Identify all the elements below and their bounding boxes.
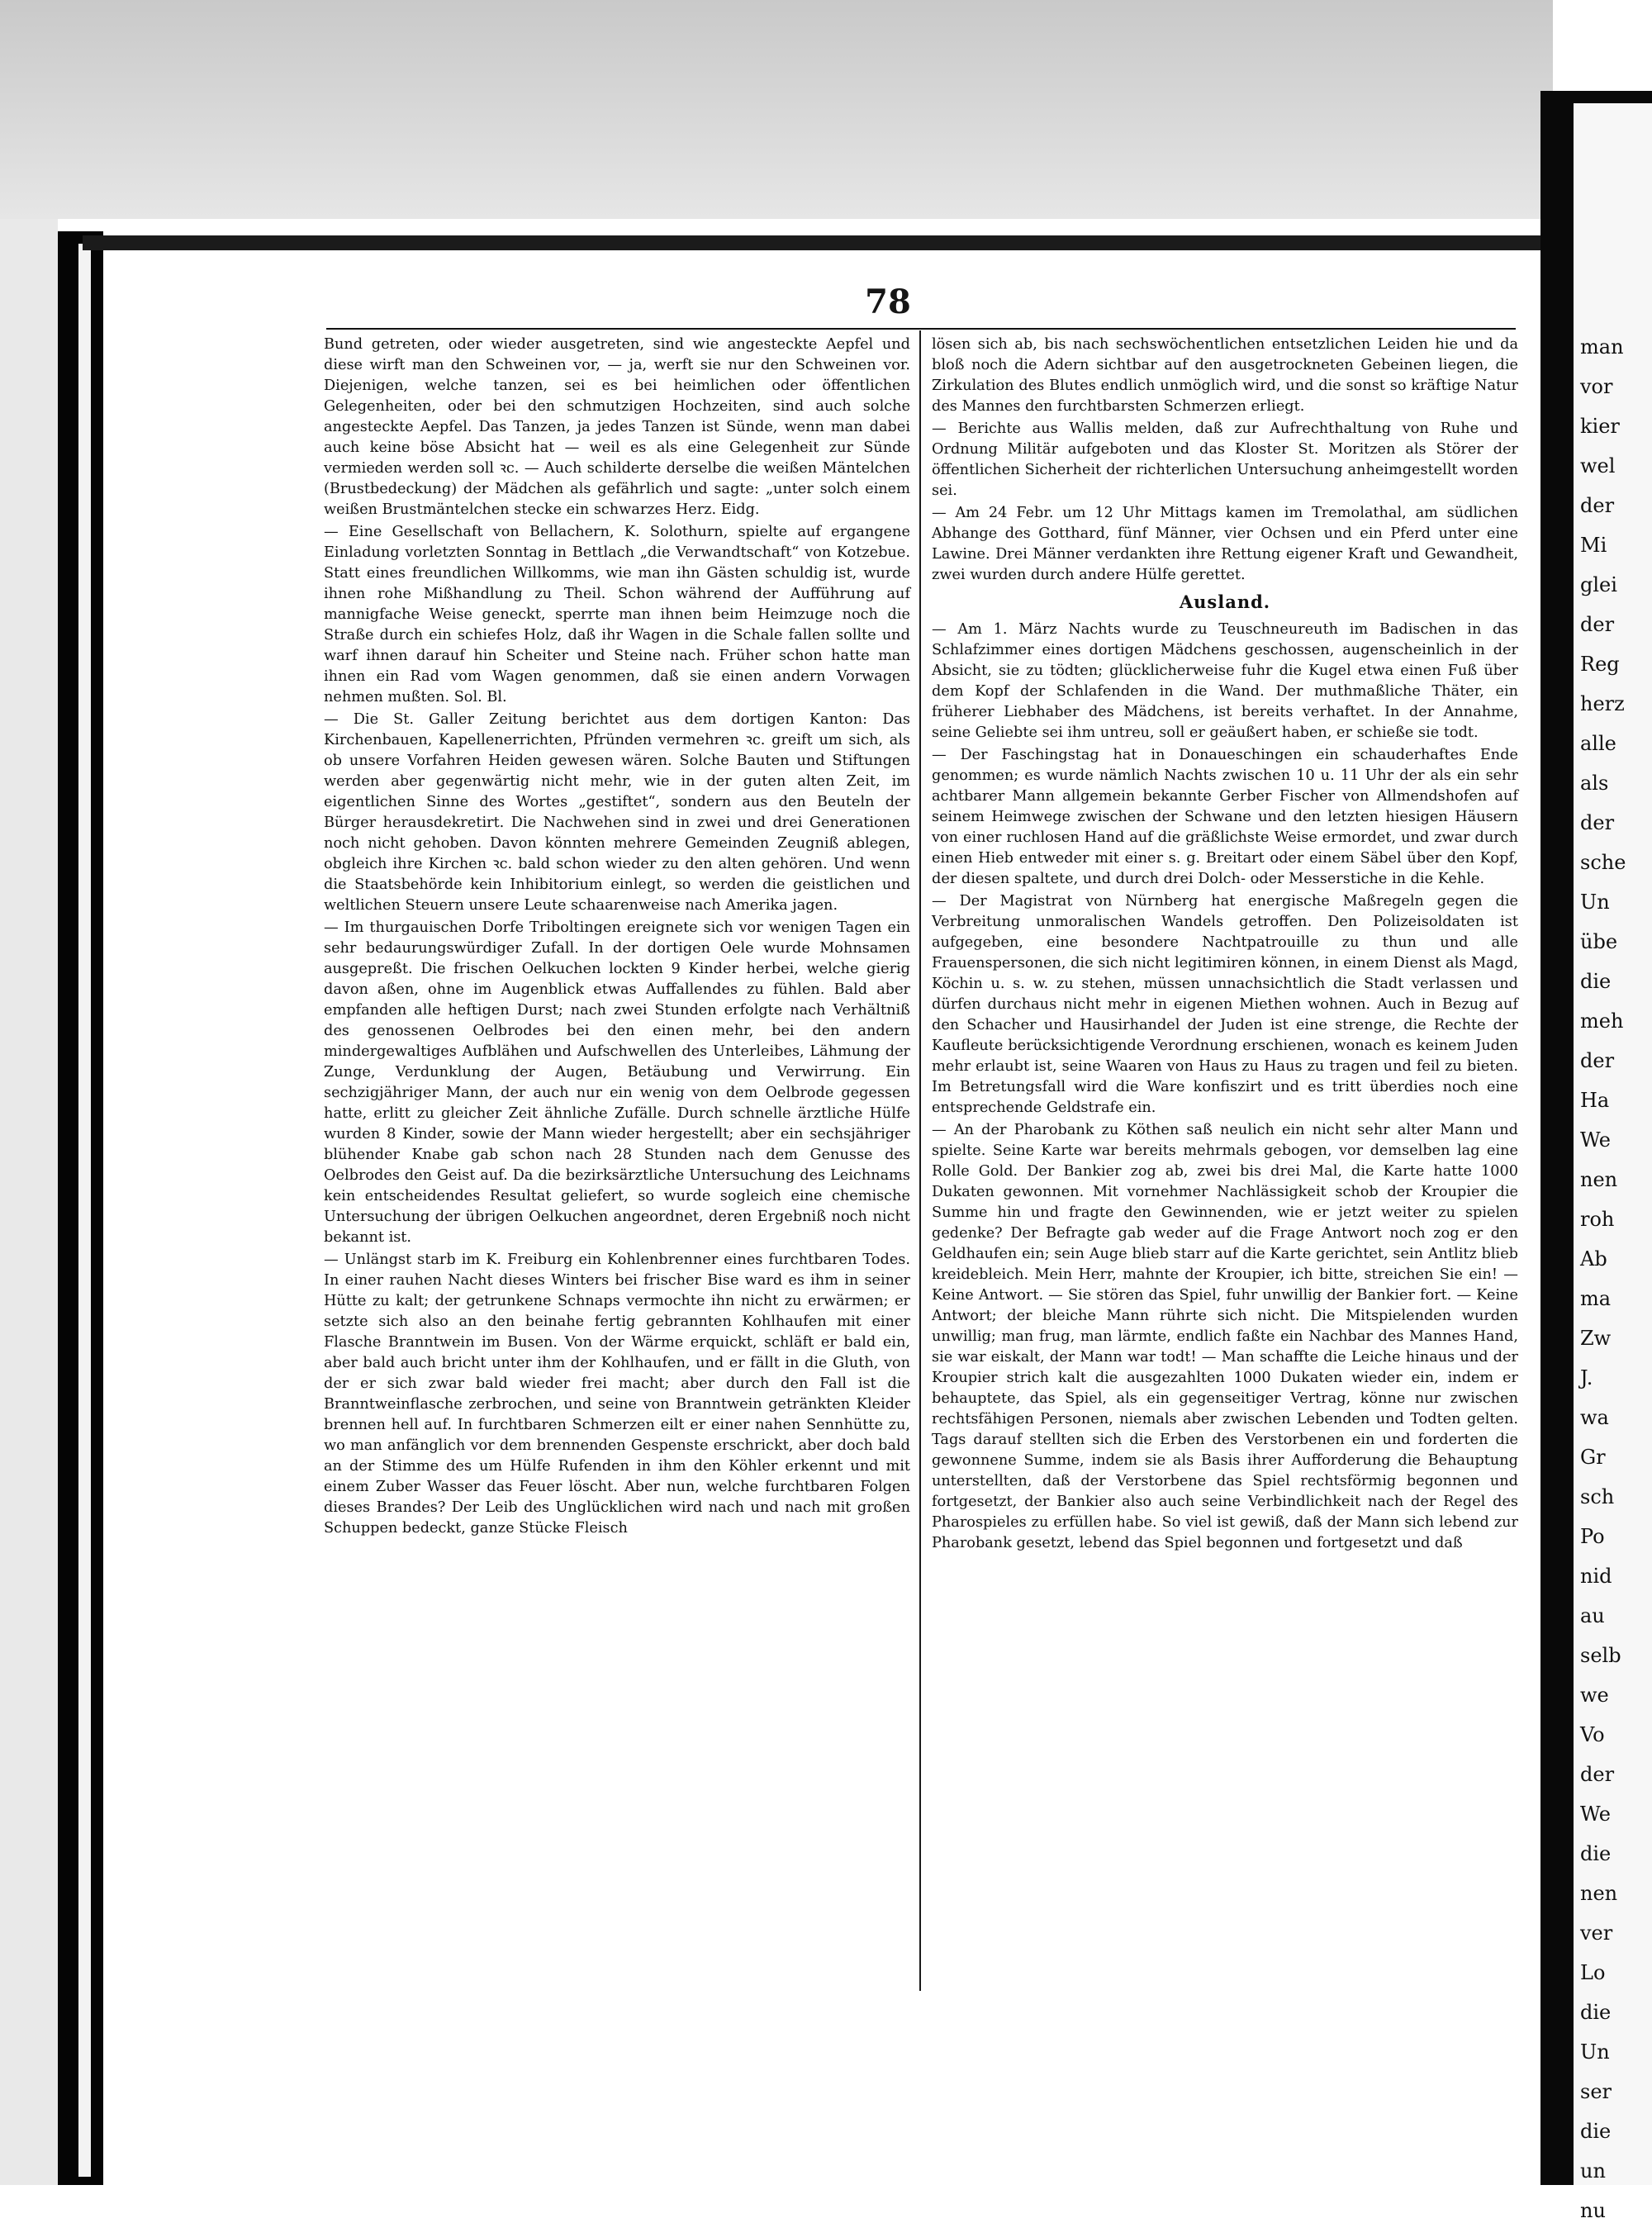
adjacent-page-fragment: wa bbox=[1580, 1406, 1609, 1429]
adjacent-page-fragment: roh bbox=[1580, 1208, 1615, 1231]
article-paragraph: — Am 24 Febr. um 12 Uhr Mittags kamen im Tremolathal, am südlichen Abhange des Gotthard, fünf Männer, vier Ochsen und ein Pferd unter eine Lawine. Drei Männer verdankten ihre Rettung eigener Kraft und Gewandheit, zwei wurden durch andere Hülfe gerettet. bbox=[932, 505, 1518, 583]
article-paragraph: — Die St. Galler Zeitung berichtet aus dem dortigen Kanton: Das Kirchenbauen, Kapellenerrichten, Pfründen vermehren ꝛc. greift um sich, als ob unsere Vorfahren Heiden gewesen wären. Solche Bauten und Stiftungen werden aber gegenwärtig nicht mehr, wie in der guten alten Zeit, im eigentlichen Sinne des Wortes „gestiftet“, sondern aus den Beuteln der Bürger herausdekretirt. Die Nachwehen sind in zwei und drei Generationen noch nicht gehoben. Davon könnten mehrere Gemeinden Zeugniß ablegen, obgleich ihre Kirchen ꝛc. bald schon wieder zu den alten gehören. Und wenn die Staatsbehörde kein Inhibitorium einlegt, so werden die geistlichen und weltlichen Steuern unsere Leute schaarenweise nach Amerika jagen. bbox=[324, 711, 910, 914]
scan-background-left bbox=[0, 219, 58, 2185]
adjacent-page-fragment: we bbox=[1580, 1684, 1609, 1707]
adjacent-page-fragment: der bbox=[1580, 1763, 1615, 1786]
adjacent-page-fragment: die bbox=[1580, 970, 1612, 993]
adjacent-page-fragment: wel bbox=[1580, 454, 1616, 477]
adjacent-page-fragment: Ab bbox=[1580, 1247, 1607, 1271]
adjacent-page-fragment: Un bbox=[1580, 891, 1610, 914]
article-paragraph: — Eine Gesellschaft von Bellachern, K. Solothurn, spielte auf ergangene Einladung vorletzten Sonntag in Bettlach „die Verwandtschaft“ von Kotzebue. Statt eines freundlichen Willkomms, wie man ihn Gästen schuldig ist, wurde ihnen rohe Mißhandlung zu Theil. Schon während der Aufführung auf mannigfache Weise geneckt, sperrte man ihnen beim Heimzuge noch die Straße durch ein schiefes Holz, daß ihr Wagen in die Schale fallen sollte und warf ihnen darauf hin Scheiter und Steine nach. Früher schon hatte man ihnen ein Rad vom Wagen genommen, daß sie einen andern Vorwagen nehmen mußten. Sol. Bl. bbox=[324, 524, 910, 705]
column-divider bbox=[919, 330, 921, 1991]
adjacent-page-fragment: kier bbox=[1580, 415, 1620, 438]
section-heading: Ausland. bbox=[1179, 591, 1271, 612]
adjacent-page-fragment: ser bbox=[1580, 2080, 1612, 2103]
adjacent-page-fragment: meh bbox=[1580, 1009, 1624, 1033]
adjacent-page-fragment: die bbox=[1580, 2120, 1612, 2143]
article-paragraph: — Berichte aus Wallis melden, daß zur Aufrechthaltung von Ruhe und Ordnung Militär aufgeboten und das Kloster St. Moritzen als Störer der öffentlichen Sicherheit der richterlichen Untersuchung anheimgestellt worden sei. bbox=[932, 420, 1518, 499]
adjacent-page-fragment: ma bbox=[1580, 1287, 1612, 1310]
article-paragraph: — An der Pharobank zu Köthen saß neulich ein nicht sehr alter Mann und spielte. Seine Karte war bereits mehrmals gebogen, vor demselben lag eine Rolle Gold. Der Bankier zog ab, zwei bis drei Mal, die Karte hatte 1000 Dukaten gewonnen. Mit vornehmer Nachlässigkeit schob der Kroupier die Summe hin und fragte den Gewinnenden, wie er jetzt weiter zu spielen gedenke? Der Befragte gab weder auf die Frage Antwort noch zog er den Geldhaufen ein; sein Auge blieb starr auf die Karte gerichtet, sein Antlitz blieb kreidebleich. Mein Herr, mahnte der Kroupier, ich bitte, streichen Sie ein! — Keine Antwort. — Sie stören das Spiel, fuhr unwillig der Bankier fort. — Keine Antwort; der bleiche Mann rührte sich nicht. Die Mitspielenden wurden unwillig; man frug, man lärmte, endlich faßte ein Nachbar des Mannes Hand, sie war eiskalt, der Mann war todt! — Man schaffte die Leiche hinaus und der Kroupier strich kalt die ausgezahlten 1000 Dukaten wieder ein, indem er behauptete, das Spiel, als ein gegenseitiger Vertrag, könne nur zwischen rechtsfähigen Personen, niemals aber zwischen Lebenden und Todten gelten. Tags darauf stellten sich die Erben des Verstorbenen ein und forderten die gewonnene Summe, indem sie als Basis ihrer Aufforderung die Behauptung unterstellten, daß der Verstorbene das Spiel rechtsförmig begonnen und fortgesetzt, der Bankier also auch seine Verbindlichkeit nach der Regel des Pharospieles zu erfüllen habe. So viel ist gewiß, daß der Mann sich lebend zur Pharobank gesetzt, lebend das Spiel begonnen und fortgesetzt und daß bbox=[932, 1122, 1518, 1551]
adjacent-page-fragment: Gr bbox=[1580, 1446, 1606, 1469]
adjacent-page-fragment: Un bbox=[1580, 2040, 1610, 2064]
article-paragraph: Bund getreten, oder wieder ausgetreten, sind wie angesteckte Aepfel und diese wirft man den Schweinen vor, — ja, werft sie nur den Schweinen vor. Diejenigen, welche tanzen, sei es bei heimlichen oder öffentlichen Gelegenheiten, oder bei den schmutzigen Hochzeiten, sind auch solche angesteckte Aepfel. Das Tanzen, ja jedes Tanzen ist Sünde, wenn man dabei auch keine böse Absicht hat — weil es als eine Gelegenheit zur Sünde vermieden werden soll ꝛc. — Auch schilderte derselbe die weißen Mäntelchen (Brustbedeckung) der Mädchen als gefährlich und sagte: „unter solch einem weißen Brustmäntelchen stecke ein schwarzes Herz. Eidg. bbox=[324, 336, 910, 518]
adjacent-page-fragment: der bbox=[1580, 613, 1615, 636]
adjacent-page-fragment: J. bbox=[1580, 1366, 1593, 1389]
adjacent-page-fragment: un bbox=[1580, 2159, 1606, 2183]
adjacent-page-fragment: sche bbox=[1580, 851, 1626, 874]
adjacent-page-fragment: sch bbox=[1580, 1485, 1615, 1508]
adjacent-page-fragment: nen bbox=[1580, 1168, 1618, 1191]
adjacent-page-fragment: Lo bbox=[1580, 1961, 1606, 1984]
adjacent-page-fragment: vor bbox=[1580, 375, 1613, 398]
adjacent-page-fragment: nu bbox=[1580, 2199, 1606, 2222]
adjacent-page-fragment: übe bbox=[1580, 930, 1618, 953]
adjacent-page-fragment: Mi bbox=[1580, 534, 1607, 557]
adjacent-page-fragment: der bbox=[1580, 494, 1615, 517]
adjacent-page bbox=[1574, 103, 1652, 2222]
adjacent-page-fragment: Reg bbox=[1580, 653, 1620, 676]
adjacent-page-fragment: glei bbox=[1580, 573, 1617, 596]
article-paragraph: — Der Magistrat von Nürnberg hat energische Maßregeln gegen die Verbreitung unmoralischen Wandels getroffen. Den Polizeisoldaten ist aufgegeben, eine besondere Nachtpatrouille zu thun und alle Frauenspersonen, die sich nicht legitimiren können, in einem Dienst als Magd, Köchin u. s. w. zu stehen, müssen unnachsichtlich die Stadt verlassen und dürfen durchaus nicht mehr in eigenen Miethen wohnen. Auch in Bezug auf den Schacher und Hausirhandel der Juden ist eine strenge, die Rechte der Kaufleute berücksichtigende Verordnung erschienen, wonach es keinem Juden mehr erlaubt ist, seine Waaren von Haus zu Haus zu tragen und feil zu bieten. Im Betretungsfall wird die Ware konfiszirt und es tritt überdies noch eine entsprechende Geldstrafe ein. bbox=[932, 893, 1518, 1116]
adjacent-page-fragment: ver bbox=[1580, 1921, 1613, 1945]
page-number: 78 bbox=[865, 283, 911, 321]
adjacent-page-fragment: nid bbox=[1580, 1565, 1612, 1588]
adjacent-page-fragment: als bbox=[1580, 772, 1609, 795]
adjacent-page-fragment: Po bbox=[1580, 1525, 1605, 1548]
adjacent-page-fragment: We bbox=[1580, 1128, 1611, 1152]
adjacent-page-fragment: We bbox=[1580, 1803, 1611, 1826]
article-paragraph: — Der Faschingstag hat in Donaueschingen ein schauderhaftes Ende genommen; es wurde nämlich Nachts zwischen 10 u. 11 Uhr der als ein sehr achtbarer Mann allgemein bekannte Gerber Fischer von Allmendshofen auf seinem Heimwege zwischen der Schwane und den letzten hiesigen Häusern von einer ruchlosen Hand auf die gräßlichste Weise ermordet, und zwar durch einen Hieb entweder mit einer s. g. Breitart oder einem Säbel über den Kopf, der diesen spaltete, und durch drei Dolch- oder Messerstiche in die Kehle. bbox=[932, 747, 1518, 887]
adjacent-page-fragment: man bbox=[1580, 335, 1624, 359]
adjacent-page-fragment: selb bbox=[1580, 1644, 1621, 1667]
adjacent-page-fragment: herz bbox=[1580, 692, 1625, 715]
adjacent-page-fragment: die bbox=[1580, 1842, 1612, 1865]
page-edge-highlight bbox=[78, 244, 91, 2177]
adjacent-page-fragment: au bbox=[1580, 1604, 1605, 1627]
article-paragraph: lösen sich ab, bis nach sechswöchentlichen entsetzlichen Leiden hie und da bloß noch die Adern sichtbar auf den ausgetrockneten Gebeinen liegen, die Zirkulation des Blutes endlich unmöglich wird, und die sonst so kräftige Natur des Mannes den furchtbarsten Schmerzen erliegt. bbox=[932, 336, 1518, 415]
adjacent-page-fragment: Zw bbox=[1580, 1327, 1612, 1350]
left-column bbox=[324, 335, 910, 1995]
right-column bbox=[932, 335, 1518, 1995]
article-paragraph: — Am 1. März Nachts wurde zu Teuschneureuth im Badischen in das Schlafzimmer eines dortigen Mädchens geschossen, augenscheinlich in der Absicht, sie zu tödten; glücklicherweise fuhr die Kugel etwa einen Fuß über dem Kopf der Schlafenden in die Wand. Der muthmaßliche Thäter, ein früherer Liebhaber des Mädchens, ist bereits verhaftet. In der Annahme, seine Geliebte sei ihm untreu, soll er geäußert haben, er schieße sie todt. bbox=[932, 621, 1518, 741]
article-paragraph: — Im thurgauischen Dorfe Triboltingen ereignete sich vor wenigen Tagen ein sehr bedaurungswürdiger Zufall. In der dortigen Oele wurde Mohnsamen ausgepreßt. Die frischen Oelkuchen lockten 9 Kinder herbei, welche gierig davon aßen, ohne im Augenblick etwas Auffallendes zu fühlen. Bald aber empfanden alle heftigen Durst; nach zwei Stunden erfolgte nach Verhältniß des genossenen Oelbrodes bei den einen mehr, bei den andern mindergewaltiges Aufblähen und Aufschwellen des Unterleibes, Lähmung der Zunge, Verdunklung der Augen, Betäubung und Verwirrung. Ein sechzigjähriger Mann, der auch nur ein wenig von dem Oelbrode gegessen hatte, erlitt zu gleicher Zeit ähnliche Zufälle. Durch schnelle ärztliche Hülfe wurden 8 Kinder, sowie der Mann wieder hergestellt; aber ein sechsjähriger blühender Knabe gab schon nach 28 Stunden nach dem Genusse des Oelbrodes den Geist auf. Da die bezirksärztliche Untersuchung des Leichnams kein entscheidendes Resultat geliefert, so wurde sogleich eine chemische Untersuchung der übrigen Oelkuchen angeordnet, deren Ergebniß noch nicht bekannt ist. bbox=[324, 919, 910, 1246]
adjacent-page-fragment: alle bbox=[1580, 732, 1616, 755]
adjacent-page-fragment: Vo bbox=[1580, 1723, 1605, 1746]
header-rule bbox=[326, 328, 1516, 330]
adjacent-page-fragment: nen bbox=[1580, 1882, 1618, 1905]
adjacent-page-fragment: die bbox=[1580, 2001, 1612, 2024]
scan-background-top bbox=[0, 0, 1553, 219]
page-top-shadow bbox=[83, 235, 1545, 250]
adjacent-page-fragment: der bbox=[1580, 811, 1615, 834]
article-paragraph: — Unlängst starb im K. Freiburg ein Kohlenbrenner eines furchtbaren Todes. In einer rauhen Nacht dieses Winters bei frischer Bise ward es ihm in seiner Hütte zu kalt; der getrunkene Schnaps vermochte ihn nicht zu erwärmen; er setzte sich also an den beinahe fertig gebrannten Kohlhaufen mit einer Flasche Branntwein im Busen. Von der Wärme erquickt, schläft er bald ein, aber bald auch bricht unter ihm der Kohlhaufen, und er fällt in die Gluth, von der er sich zwar bald wieder frei macht; aber durch den Fall ist die Branntweinflasche zerbrochen, und seine von Branntwein getränkten Kleider brennen hell auf. In furchtbaren Schmerzen eilt er einer nahen Sennhütte zu, wo man anfänglich vor dem brennenden Gespenste erschrickt, aber doch bald an der Stimme des um Hülfe Rufenden in ihm den Köhler erkennt und mit einem Zuber Wasser das Feuer löscht. Aber nun, welche furchtbaren Folgen dieses Brandes? Der Leib des Unglücklichen wird nach und nach mit großen Schuppen bedeckt, ganze Stücke Fleisch bbox=[324, 1252, 910, 1537]
adjacent-page-fragment: Ha bbox=[1580, 1089, 1610, 1112]
adjacent-page-fragment: der bbox=[1580, 1049, 1615, 1072]
